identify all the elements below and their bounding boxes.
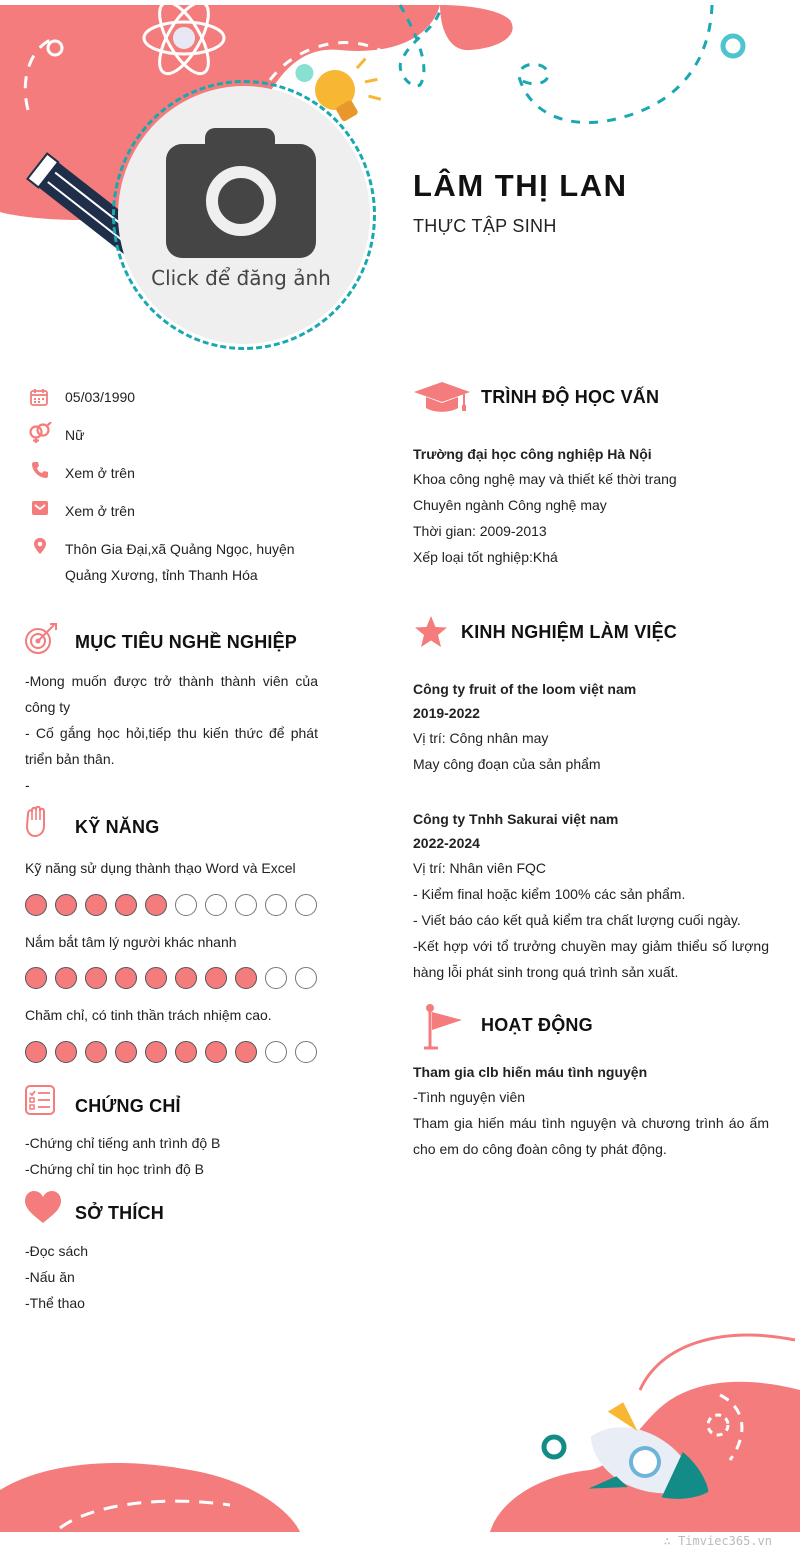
education-school: Trường đại học công nghiệp Hà Nội bbox=[413, 446, 652, 462]
rating-dot-filled bbox=[175, 1041, 197, 1063]
rating-dot-filled bbox=[115, 1041, 137, 1063]
gender-icon bbox=[28, 422, 52, 444]
rating-dot-filled bbox=[115, 894, 137, 916]
skill-rating bbox=[25, 894, 317, 916]
photo-upload-label[interactable]: Click để đăng ảnh bbox=[151, 266, 331, 290]
footer-brand-text: Timviec365.vn bbox=[678, 1534, 772, 1548]
skills-title: KỸ NĂNG bbox=[75, 817, 160, 837]
education-title: TRÌNH ĐỘ HỌC VẤN bbox=[481, 387, 660, 407]
certificate-item: -Chứng chỉ tin học trình độ B bbox=[25, 1161, 205, 1177]
job-line: - Viết báo cáo kết quả kiểm tra chất lượng cuối ngày. bbox=[413, 912, 741, 928]
phone: Xem ở trên bbox=[65, 465, 135, 481]
skill-rating bbox=[25, 967, 317, 989]
rating-dot-filled bbox=[235, 967, 257, 989]
rating-dot-empty bbox=[295, 967, 317, 989]
objective-title: MỤC TIÊU NGHỀ NGHIỆP bbox=[75, 632, 298, 652]
rating-dot-filled bbox=[175, 967, 197, 989]
skill-label: Chăm chỉ, có tinh thần trách nhiệm cao. bbox=[25, 1007, 272, 1023]
certificates-title: CHỨNG CHỈ bbox=[75, 1096, 181, 1116]
skill-label: Kỹ năng sử dụng thành thạo Word và Excel bbox=[25, 860, 296, 876]
rating-dot-filled bbox=[235, 1041, 257, 1063]
hobbies-title: SỞ THÍCH bbox=[75, 1203, 164, 1223]
gender: Nữ bbox=[65, 427, 85, 443]
footer-brand[interactable]: ∴ Timviec365.vn bbox=[663, 1534, 772, 1548]
checklist-icon bbox=[24, 1084, 56, 1116]
rating-dot-filled bbox=[25, 894, 47, 916]
rating-dot-empty bbox=[235, 894, 257, 916]
rating-dot-filled bbox=[205, 1041, 227, 1063]
rating-dot-filled bbox=[25, 967, 47, 989]
education-line: Khoa công nghệ may và thiết kế thời trang bbox=[413, 471, 677, 487]
rating-dot-empty bbox=[295, 894, 317, 916]
rating-dot-filled bbox=[145, 967, 167, 989]
objective-line: - Cố gắng học hỏi,tiếp thu kiến thức để phát bbox=[25, 725, 318, 741]
star-icon bbox=[414, 615, 448, 649]
calendar-icon bbox=[30, 388, 48, 406]
job-company: Công ty fruit of the loom việt nam bbox=[413, 681, 637, 697]
education-line: Thời gian: 2009-2013 bbox=[413, 523, 547, 539]
job-line: - Kiểm final hoặc kiểm 100% các sản phẩm. bbox=[413, 886, 686, 902]
activities-title: HOẠT ĐỘNG bbox=[481, 1015, 593, 1035]
rating-dot-filled bbox=[145, 1041, 167, 1063]
job-line: Vị trí: Công nhân may bbox=[413, 730, 549, 746]
activity-line: -Tình nguyện viên bbox=[413, 1089, 526, 1105]
job-line: May công đoạn của sản phẩm bbox=[413, 756, 601, 772]
rating-dot-filled bbox=[55, 1041, 77, 1063]
activity-line: Tham gia hiến máu tình nguyện và chương trình áo ấm bbox=[413, 1115, 769, 1131]
objective-line: công ty bbox=[25, 699, 71, 715]
heart-icon bbox=[24, 1190, 62, 1224]
address-line-2: Quảng Xương, tỉnh Thanh Hóa bbox=[65, 567, 258, 583]
job-company: Công ty Tnhh Sakurai việt nam bbox=[413, 811, 619, 827]
rating-dot-filled bbox=[85, 1041, 107, 1063]
candidate-role: THỰC TẬP SINH bbox=[413, 216, 557, 236]
education-line: Xếp loại tốt nghiệp:Khá bbox=[413, 549, 558, 565]
hobby-item: -Thể thao bbox=[25, 1295, 85, 1311]
rating-dot-filled bbox=[85, 967, 107, 989]
target-icon bbox=[24, 622, 58, 656]
fist-icon bbox=[24, 806, 48, 838]
job-line: -Kết hợp với tổ trưởng chuyền may giảm thiểu số lượng bbox=[413, 938, 769, 954]
mail-icon bbox=[31, 499, 49, 517]
rating-dot-filled bbox=[25, 1041, 47, 1063]
job-line: hàng lỗi phát sinh trong quá trình sản xuất. bbox=[413, 964, 679, 980]
hobby-item: -Nấu ăn bbox=[25, 1269, 75, 1285]
address-line-1: Thôn Gia Đại,xã Quảng Ngọc, huyện bbox=[65, 541, 295, 557]
experience-title: KINH NGHIỆM LÀM VIỆC bbox=[461, 622, 678, 642]
rating-dot-empty bbox=[265, 1041, 287, 1063]
birthday: 05/03/1990 bbox=[65, 389, 136, 405]
rating-dot-filled bbox=[85, 894, 107, 916]
rating-dot-empty bbox=[295, 1041, 317, 1063]
phone-icon bbox=[31, 461, 49, 479]
job-line: Vị trí: Nhân viên FQC bbox=[413, 860, 547, 876]
rating-dot-empty bbox=[265, 967, 287, 989]
hobby-item: -Đọc sách bbox=[25, 1243, 89, 1259]
objective-line: - bbox=[25, 777, 30, 793]
rating-dot-filled bbox=[55, 894, 77, 916]
objective-line: triển bản thân. bbox=[25, 751, 115, 767]
camera-lens bbox=[206, 166, 276, 236]
rating-dot-empty bbox=[205, 894, 227, 916]
activity-line: cho em do công đoàn công ty phát động. bbox=[413, 1141, 667, 1157]
job-period: 2022-2024 bbox=[413, 835, 480, 851]
rating-dot-filled bbox=[115, 967, 137, 989]
skill-label: Nắm bắt tâm lý người khác nhanh bbox=[25, 934, 237, 950]
certificate-item: -Chứng chỉ tiếng anh trình độ B bbox=[25, 1135, 221, 1151]
job-period: 2019-2022 bbox=[413, 705, 480, 721]
candidate-name: LÂM THỊ LAN bbox=[413, 168, 628, 203]
rating-dot-filled bbox=[145, 894, 167, 916]
flag-icon bbox=[424, 1004, 464, 1050]
education-line: Chuyên ngành Công nghệ may bbox=[413, 497, 607, 513]
rating-dot-empty bbox=[175, 894, 197, 916]
rating-dot-filled bbox=[55, 967, 77, 989]
email: Xem ở trên bbox=[65, 503, 135, 519]
objective-line: -Mong muốn được trở thành thành viên của bbox=[25, 673, 318, 689]
skill-rating bbox=[25, 1041, 317, 1063]
location-icon bbox=[31, 537, 49, 555]
rating-dot-filled bbox=[205, 967, 227, 989]
rating-dot-empty bbox=[265, 894, 287, 916]
objective-body bbox=[25, 668, 318, 798]
graduation-cap-icon bbox=[414, 380, 470, 414]
activity-org: Tham gia clb hiến máu tình nguyện bbox=[413, 1064, 648, 1080]
